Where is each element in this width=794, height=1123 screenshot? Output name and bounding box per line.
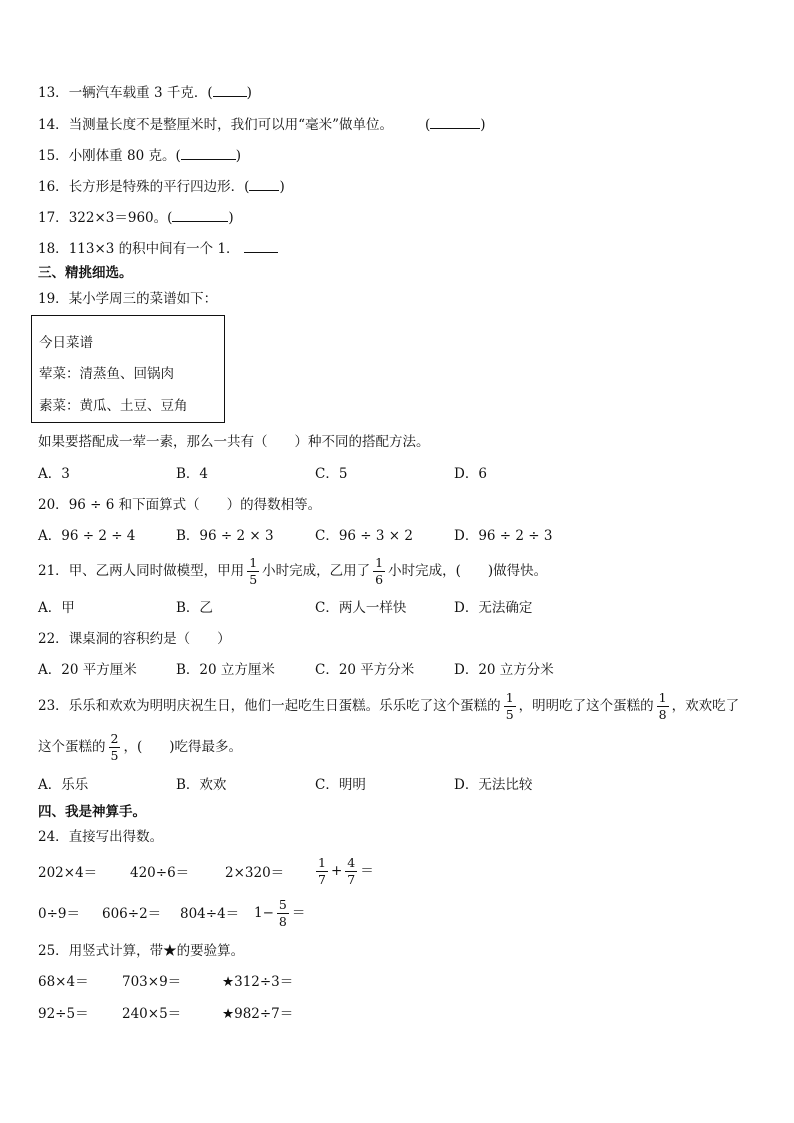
option-c[interactable]: C．明明 (315, 777, 366, 793)
option-a[interactable]: A．96 ÷ 2 ÷ 4 (38, 528, 136, 544)
option-a[interactable]: A．甲 (38, 600, 75, 616)
option-a[interactable]: A．乐乐 (38, 777, 89, 793)
question-number: 15． (38, 148, 69, 164)
question-20 (38, 496, 321, 514)
question-number: 17． (38, 210, 69, 226)
option-a[interactable]: A．20 平方厘米 (38, 662, 137, 678)
option-d[interactable]: D．20 立方分米 (454, 662, 554, 678)
section-title-4: 四、我是神算手。 (38, 804, 146, 820)
option-b[interactable]: B．欢欢 (176, 777, 227, 793)
question-number: 21． (38, 563, 69, 579)
option-b[interactable]: B．乙 (176, 600, 213, 616)
question-18 (38, 239, 278, 258)
question-text: 一辆汽车载重 3 千克．( (68, 85, 213, 101)
option-c[interactable]: C．20 平方分米 (315, 662, 415, 678)
question-text: 113×3 的积中间有一个 1． (68, 241, 240, 257)
option-a[interactable]: A．3 (38, 466, 70, 482)
calc-item: 68×4＝ (38, 974, 89, 990)
fraction: $\frac{1}{6}$ (375, 555, 384, 587)
question-text: 当测量长度不是整厘米时，我们可以用“毫米”做单位。 (68, 117, 393, 133)
option-d[interactable]: D．96 ÷ 2 ÷ 3 (454, 528, 553, 544)
question-text: 96 ÷ 6 和下面算式（ ）的得数相等。 (68, 497, 322, 513)
answer-blank[interactable] (181, 146, 236, 160)
calc-item: 420÷6＝ (130, 865, 190, 881)
question-17: 17．322×3＝960。( ) (38, 210, 234, 226)
calc-item: 92÷5＝ (38, 1006, 89, 1022)
calc-item: 0÷9＝ (38, 906, 80, 922)
question-14: 14．当测量长度不是整厘米时，我们可以用“毫米”做单位。 ( ) (38, 117, 486, 133)
question-16: 16．长方形是特殊的平行四边形．( ) (38, 179, 285, 195)
calc-item: 2×320＝ (225, 865, 285, 881)
calc-item: 606÷2＝ (102, 906, 162, 922)
option-c[interactable]: C．96 ÷ 3 × 2 (315, 528, 413, 544)
question-22 (38, 630, 231, 648)
calc-item: 804÷4＝ (180, 906, 240, 922)
option-d[interactable]: D．无法比较 (454, 777, 533, 793)
option-d[interactable]: D．6 (454, 466, 487, 482)
question-15: 15．小刚体重 80 克。( ) (38, 148, 241, 164)
question-number: 24． (38, 829, 69, 845)
question-19 (38, 290, 217, 308)
menu-title: 今日菜谱 (39, 335, 93, 351)
question-13: 13．一辆汽车载重 3 千克．( ) (38, 85, 252, 101)
question-25 (38, 942, 244, 960)
question-24 (38, 828, 163, 846)
question-number: 22． (38, 631, 69, 647)
calc-item: ★982÷7＝ (222, 1006, 294, 1022)
question-number: 25． (38, 943, 69, 959)
menu-box (31, 315, 225, 423)
question-text: 某小学周三的菜谱如下： (68, 291, 218, 307)
question-number: 14． (38, 117, 69, 133)
option-c[interactable]: C．5 (315, 466, 348, 482)
calc-item: ★312÷3＝ (222, 974, 294, 990)
option-b[interactable]: B．96 ÷ 2 × 3 (176, 528, 274, 544)
question-21: 21．甲、乙两人同时做模型，甲用 $\frac{1}{5}$ 小时完成，乙用了 $\frac{1}{6}$ 小时完成，( )做得快。 (38, 555, 548, 587)
question-23: 23．乐乐和欢欢为明明庆祝生日，他们一起吃生日蛋糕。乐乐吃了这个蛋糕的 $\frac{1}{5}$ ，明明吃了这个蛋糕的 $\frac{1}{8}$ ，欢欢吃了 (38, 690, 740, 722)
question-number: 13． (38, 85, 69, 101)
option-c[interactable]: C．两人一样快 (315, 600, 407, 616)
calc-item: 202×4＝ (38, 865, 98, 881)
question-number: 16． (38, 179, 69, 195)
fraction: $\frac{1}{8}$ (658, 690, 667, 722)
question-number: 19． (38, 291, 69, 307)
calc-fraction-item: 1− $\frac{5}{8}$ ＝ (254, 897, 306, 929)
answer-blank[interactable] (172, 208, 228, 222)
calc-item: 703×9＝ (122, 974, 182, 990)
question-text: 小刚体重 80 克。( (68, 148, 181, 164)
fraction: $\frac{1}{5}$ (249, 555, 258, 587)
question-text: 用竖式计算，带★的要验算。 (68, 943, 245, 959)
question-19-prompt: 如果要搭配成一荤一素，那么一共有（ ）种不同的搭配方法。 (38, 434, 430, 450)
question-number: 20． (38, 497, 69, 513)
calc-fraction-item: $\frac{1}{7}$ + $\frac{4}{7}$ ＝ (318, 855, 374, 887)
menu-veg: 素菜：黄瓜、土豆、豆角 (39, 398, 188, 414)
answer-blank[interactable] (244, 239, 278, 253)
question-text: 课桌洞的容积约是（ ） (68, 631, 231, 647)
calc-item: 240×5＝ (122, 1006, 182, 1022)
option-b[interactable]: B．20 立方厘米 (176, 662, 275, 678)
answer-blank[interactable] (213, 83, 247, 97)
question-23-line2: 这个蛋糕的 $\frac{2}{5}$ ，( )吃得最多。 (38, 731, 242, 763)
menu-meat: 荤菜：清蒸鱼、回锅肉 (39, 366, 174, 382)
question-number: 23． (38, 698, 69, 714)
option-b[interactable]: B．4 (176, 466, 209, 482)
fraction: $\frac{2}{5}$ (110, 731, 119, 763)
fraction: $\frac{1}{5}$ (505, 690, 514, 722)
question-text: 长方形是特殊的平行四边形．( (68, 179, 250, 195)
question-text: 322×3＝960。( (68, 210, 173, 226)
section-title-3: 三、精挑细选。 (38, 265, 133, 281)
answer-blank[interactable] (430, 115, 480, 129)
option-d[interactable]: D．无法确定 (454, 600, 533, 616)
question-number: 18． (38, 241, 69, 257)
answer-blank[interactable] (249, 177, 279, 191)
question-text: 直接写出得数。 (68, 829, 164, 845)
